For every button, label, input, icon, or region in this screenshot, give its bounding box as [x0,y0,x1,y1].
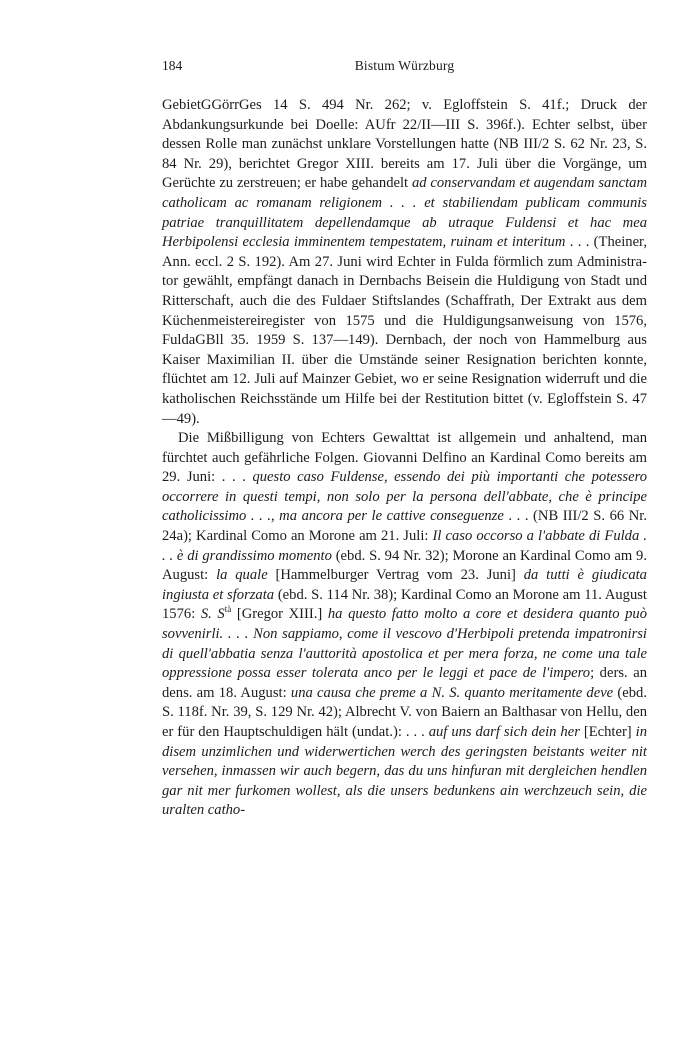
italic-quotation: ha questo fatto molto a core et desidera quanto può sovvenirli. . . . Non sappiamo, come il vescovo d'Herbipoli pretenda impatronirsi di quell'abbatia senza l'auttorità apostolica et per mera forza, ne come una tale oppressione possa esser tolerata anco per le leggi et pace de l'impero [162,606,647,682]
italic-quotation: da tutti è giudicata ingiusta et sforzata [162,567,647,603]
text-segment: . . . (NB III/2 S. 66 Nr. 24a); Kardinal Como an Morone am 21. Juli: [162,508,647,545]
italic-quotation: la quale [216,567,268,584]
text-segment: (ebd. S. 94 Nr. 32); Morone an Kardinal Como am 9. August: [162,547,647,584]
text-segment: (ebd. S. 114 Nr. 38); Kardinal Como an Morone am 11. August 1576: [162,586,647,623]
text-segment: GebietGGörrGes 14 S. 494 Nr. 262; v. Egloffstein S. 41f.; Druck der Abdankungsurkunde bei Doelle: AUfr 22/II—III S. 396f.). Echter selbst, über dessen Rolle man zunächst unklare Vorstellungen hatte (NB III/2 S. 62 Nr. 23, S. 84 Nr. 29), berichtet Gregor XIII. bereits am 17. Juli über die Vorgänge, um Gerüchte zu zerstreuen; er habe gehandelt [162,97,647,192]
paragraph [162,429,647,821]
italic-quotation: in disem unzimlichen und widerwertichen werch des geringsten beistants weiter nit versehen, inmassen wir auch begern, das du uns hinfuran mit dergleichen hendlen gar nit mer furkomen wollest, als die unsers bedunkens ain werchzeuch sein, die uralten catho- [162,724,647,819]
text-segment: (ebd. S. 118f. Nr. 39, S. 129 Nr. 42); Albrecht V. von Baiern an Balthasar von Hellu, den er für den Hauptschuldigen hält (undat.): . . . [162,684,647,740]
text-segment: ; ders. an dens. am 18. August: [162,665,647,701]
running-title: Bistum Würzburg [354,58,455,73]
book-page [162,58,647,821]
superscript: tà [224,604,232,615]
italic-quotation: S. S [200,606,225,623]
italic-quotation: ad conservandam et augendam sanctam catholicam ac romanam religionem . . . et stabiliendam publicam communis patriae tranquillitatem depellendamque ab utraque Fuldensi et hac mea Herbipolensi ecclesia imminentem tempestatem, ruinam et interitum [162,175,647,251]
italic-quotation: Il caso occorso a l'abbate di Fulda . . . è di grandissimo momento [162,528,647,564]
text-segment: Die Mißbilligung von Echters Gewalttat ist allgemein und anhaltend, man fürchtet auch gefährliche Folgen. Giovanni Delfino an Kardinal Como bereits am 29. Juni: . . . [162,430,647,486]
text-segment: . . . (Theiner, Ann. eccl. 2 S. 192). Am 27. Juni wird Echter in Fulda förmlich zum Administrator gewählt, empfängt danach in Dernbachs Beisein die Huldigung von Stadt und Ritterschaft, auch die des Fuldaer Stiftslandes (Schaffrath, Der Extrakt aus dem Küchenmeistereiregister von 1575 und die Huldigungsanweisung von 1576, FuldaGBll 35. 1959 S. 137—149). Dernbach, der noch von Hammelburg aus Kaiser Maximilian II. über die Umstände seiner Resignation berichten konnte, flüchtet am 12. Juli auf Mainzer Gebiet, wo er seine Resignation widerruft und die katholischen Reichsstände um Hilfe bei der Restitution bittet (v. Egloffstein S. 47—49). [162,234,647,427]
page-number: 184 [162,58,183,73]
italic-quotation: auf uns darf sich dein her [428,724,580,740]
paragraph [162,96,647,429]
italic-quotation: una causa che preme a N. S. quanto meritamente deve [290,684,614,701]
text-segment: [Gregor XIII.] [231,606,328,623]
body-text [162,96,647,821]
italic-quotation: questo caso Fuldense, essendo dei più importanti che potessero occorrere in questi tempi, non solo per la persona dell'abbate, che è principe catholicissimo . . ., ma ancora per le cattive conseguenze [162,469,648,525]
text-segment: [Echter] [579,724,636,740]
running-head [162,58,647,82]
text-segment: [Hammelburger Vertrag vom 23. Juni] [267,567,524,584]
